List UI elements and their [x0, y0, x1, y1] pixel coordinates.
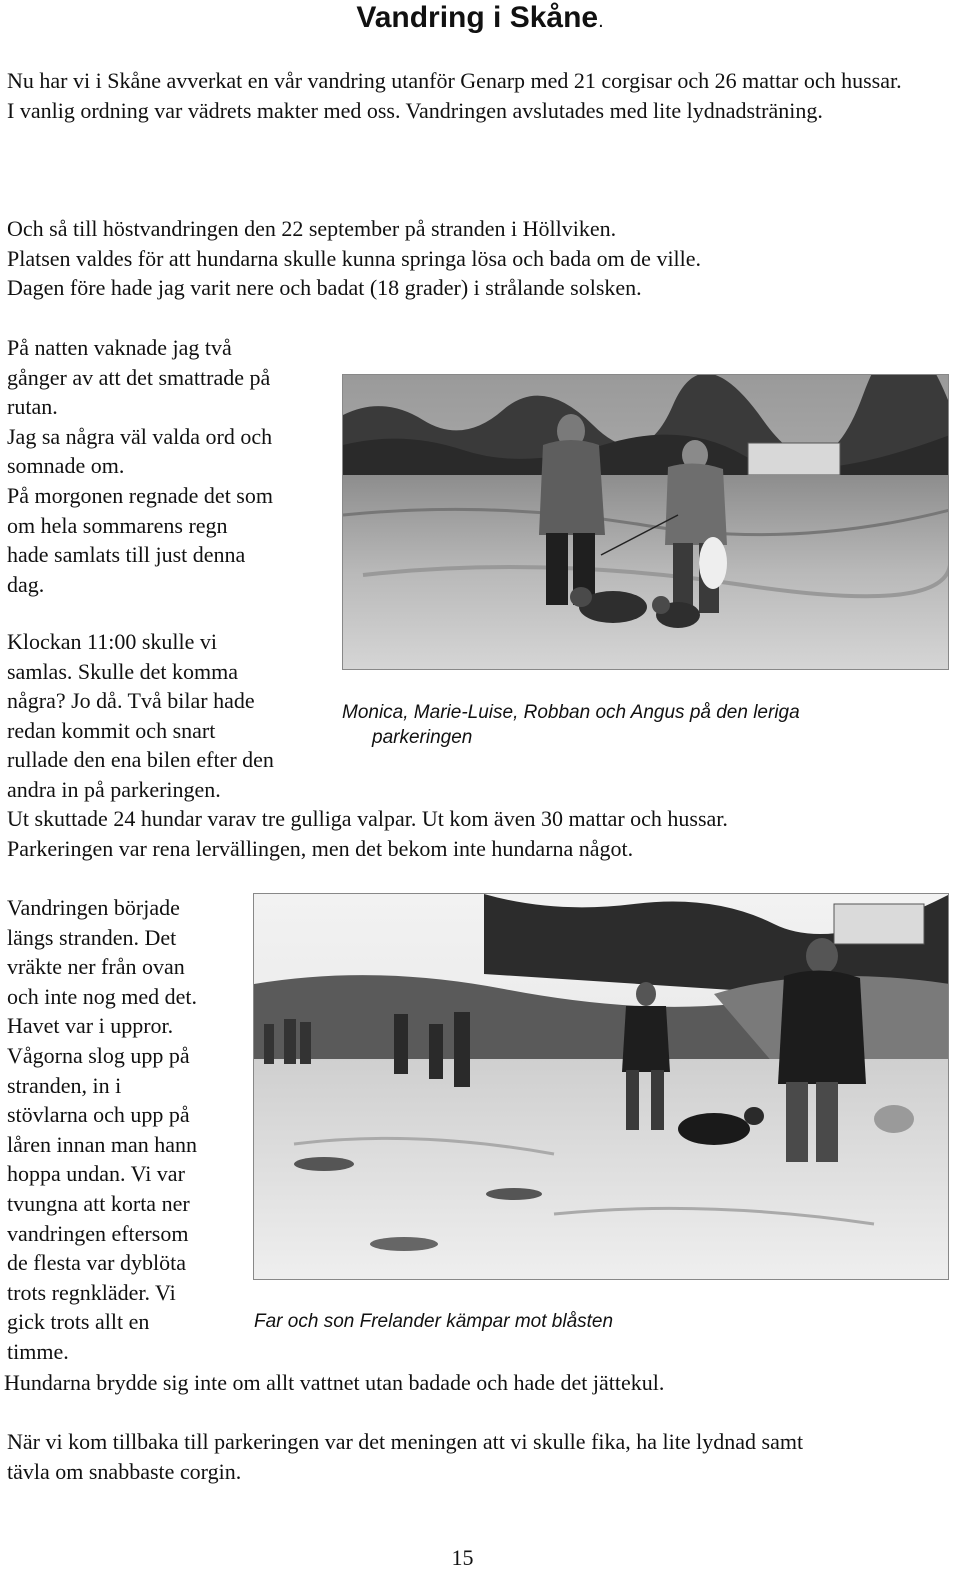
- text-line: På morgonen regnade det som: [7, 482, 273, 508]
- text-line: hade samlats till just denna: [7, 542, 246, 568]
- text-line: Jag sa några väl valda ord och: [7, 423, 273, 449]
- text-line: gick trots allt en: [7, 1309, 150, 1335]
- paragraph-autumn-2: Platsen valdes för att hundarna skulle kunna springa lösa och bada om de ville.: [7, 245, 702, 271]
- paragraph-dogs: Ut skuttade 24 hundar varav tre gulliga valpar. Ut kom även 30 mattar och hussar.: [7, 806, 728, 831]
- intro-block: [7, 66, 952, 125]
- paragraph-autumn-1: Och så till höstvandringen den 22 september på stranden i Höllviken.: [7, 216, 617, 241]
- caption-line: Monica, Marie-Luise, Robban och Angus på den leriga: [342, 702, 800, 723]
- text-line: Klockan 11:00 skulle vi: [7, 629, 217, 654]
- text-line: Havet var i uppror.: [7, 1013, 174, 1039]
- paragraph-parking: Parkeringen var rena lervällingen, men det bekom inte hundarna något.: [7, 835, 634, 861]
- text-line: hoppa undan. Vi var: [7, 1161, 185, 1187]
- clock-block: [7, 627, 337, 805]
- page-number: 15: [451, 1545, 474, 1570]
- text-line: och inte nog med det.: [7, 983, 198, 1009]
- text-line: andra in på parkeringen.: [7, 776, 221, 802]
- beach-block: [7, 893, 257, 1367]
- text-line: trots regnkläder. Vi: [7, 1279, 176, 1305]
- autumn-block: [7, 214, 952, 303]
- text-line: dag.: [7, 571, 45, 597]
- paragraph-autumn-3: Dagen före hade jag varit nere och badat (18 grader) i strålande solsken.: [7, 275, 642, 301]
- text-line: Vandringen började: [7, 895, 180, 920]
- text-line: tvungna att korta ner: [7, 1190, 190, 1216]
- night-block: [7, 333, 337, 599]
- text-line: Vågorna slog upp på: [7, 1042, 190, 1068]
- text-line: några? Jo då. Två bilar hade: [7, 688, 255, 714]
- photo-parking-image: [343, 375, 949, 670]
- text-line: stövlarna och upp på: [7, 1102, 190, 1128]
- page-title: Vandring i Skåne.: [356, 1, 604, 34]
- swim-block: [4, 1368, 949, 1398]
- text-line: samlas. Skulle det komma: [7, 658, 238, 684]
- paragraph-weather: I vanlig ordning var vädrets makter med oss. Vandringen avslutades med lite lydnadsträning.: [7, 97, 823, 123]
- text-line: somnade om.: [7, 453, 125, 479]
- text-line: gånger av att det smattrade på: [7, 364, 271, 390]
- paragraph-intro: Nu har vi i Skåne avverkat en vår vandring utanför Genarp med 21 corgisar och 26 mattar och hussar.: [7, 68, 902, 93]
- photo-beach-image: [254, 894, 949, 1280]
- photo-parking: [342, 374, 949, 670]
- dogs-block: [7, 804, 952, 863]
- text-line: stranden, in i: [7, 1072, 122, 1098]
- text-line: tävla om snabbaste corgin.: [7, 1458, 242, 1484]
- paragraph-swim: Hundarna brydde sig inte om allt vattnet utan badade och hade det jättekul.: [4, 1370, 665, 1395]
- text-line: rullade den ena bilen efter den: [7, 747, 274, 773]
- photo-parking-caption: [342, 700, 952, 750]
- text-line: rutan.: [7, 394, 58, 420]
- text-line: om hela sommarens regn: [7, 512, 228, 538]
- text-line: längs stranden. Det: [7, 924, 177, 950]
- photo-beach-caption: Far och son Frelander kämpar mot blåsten: [254, 1311, 614, 1332]
- text-line: vräkte ner från ovan: [7, 954, 185, 980]
- text-line: låren innan man hann: [7, 1131, 197, 1157]
- text-line: När vi kom tillbaka till parkeringen var det meningen att vi skulle fika, ha lite lydnad samt: [7, 1429, 804, 1454]
- text-line: vandringen eftersom: [7, 1220, 189, 1246]
- text-line: de flesta var dyblöta: [7, 1250, 186, 1276]
- text-line: redan kommit och snart: [7, 717, 216, 743]
- text-line: timme.: [7, 1338, 69, 1364]
- fika-block: [7, 1427, 952, 1486]
- text-line: På natten vaknade jag två: [7, 335, 232, 360]
- photo-beach: [253, 893, 949, 1280]
- caption-line: parkeringen: [372, 727, 473, 748]
